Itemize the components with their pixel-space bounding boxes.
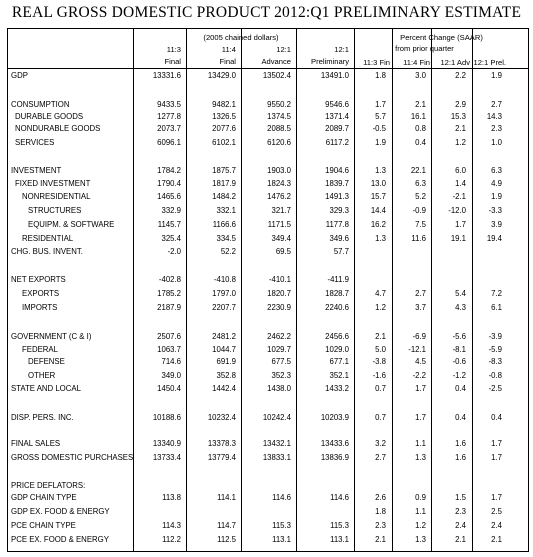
- pct-change-value: 2.7: [375, 453, 386, 462]
- level-value: 329.3: [329, 206, 349, 215]
- pct-change-value: -3.3: [488, 206, 502, 215]
- pct-change-value: 4.9: [491, 179, 502, 188]
- level-value: 113.1: [330, 535, 349, 544]
- pct-change-value: -3.8: [372, 357, 386, 366]
- level-value: 1903.0: [267, 166, 291, 175]
- level-value: 1044.7: [212, 345, 236, 354]
- level-value: -410.8: [213, 275, 236, 284]
- level-value: 332.1: [216, 206, 236, 215]
- level-value: 1029.0: [325, 345, 349, 354]
- level-value: 13491.0: [320, 71, 349, 80]
- level-value: 691.9: [216, 357, 236, 366]
- level-value: 1797.0: [212, 289, 236, 298]
- row-label-fixed-investment: FIXED INVESTMENT: [15, 179, 91, 188]
- pct-change-value: 5.2: [415, 192, 426, 201]
- row-label-residential: RESIDENTIAL: [22, 234, 74, 243]
- level-value: -2.0: [167, 247, 181, 256]
- level-value: 1177.8: [325, 220, 349, 229]
- level-value: 2507.6: [157, 332, 181, 341]
- row-label-federal: FEDERAL: [22, 345, 58, 354]
- pct-change-value: -1.6: [372, 371, 386, 380]
- pct-change-value: 0.4: [455, 384, 466, 393]
- pct-change-value: 6.0: [455, 166, 466, 175]
- pct-change-value: 0.8: [415, 124, 426, 133]
- level-value: -402.8: [158, 275, 181, 284]
- pct-change-value: -12.1: [408, 345, 426, 354]
- level-value: 1145.7: [157, 220, 181, 229]
- pct-change-value: 2.4: [455, 521, 466, 530]
- pct-change-value: 2.1: [455, 124, 466, 133]
- pct-change-value: -8.1: [452, 345, 466, 354]
- pct-change-value: 1.1: [415, 507, 426, 516]
- pct-change-value: 11.6: [411, 234, 426, 243]
- row-label-chg-bus-invent: CHG. BUS. INVENT.: [11, 247, 83, 256]
- level-col-header-bottom: Preliminary: [311, 57, 349, 66]
- level-value: 1785.2: [157, 289, 181, 298]
- level-value: 352.1: [329, 371, 349, 380]
- pct-change-value: 15.3: [450, 112, 466, 121]
- pct-change-value: 2.1: [375, 332, 386, 341]
- pct-change-value: 1.5: [455, 493, 466, 502]
- pct-change-value: 7.5: [415, 220, 426, 229]
- level-col-header-top: 12:1: [276, 45, 291, 54]
- pct-change-value: 5.0: [375, 345, 386, 354]
- level-value: 1839.7: [325, 179, 349, 188]
- level-value: 1484.2: [212, 192, 236, 201]
- pct-change-value: 7.2: [491, 289, 502, 298]
- pct-change-value: 1.9: [491, 192, 502, 201]
- level-value: 13433.6: [320, 439, 349, 448]
- level-value: 10242.4: [262, 413, 291, 422]
- level-value: 6117.2: [325, 138, 349, 147]
- pct-change-value: 0.7: [375, 384, 386, 393]
- pct-change-value: 1.7: [375, 100, 386, 109]
- pct-change-value: 1.3: [375, 234, 386, 243]
- level-col-header-top: 11:3: [166, 45, 181, 54]
- level-value: 349.0: [161, 371, 181, 380]
- pct-change-value: 0.4: [455, 413, 466, 422]
- level-value: 13502.4: [262, 71, 291, 80]
- pct-change-value: 5.7: [375, 112, 386, 121]
- level-value: -410.1: [268, 275, 291, 284]
- level-value: 2187.9: [157, 303, 181, 312]
- pct-col-header: 12:1 Adv: [440, 58, 470, 67]
- level-value: 112.5: [217, 535, 236, 544]
- pct-change-value: 1.3: [375, 166, 386, 175]
- level-value: 332.9: [161, 206, 181, 215]
- pct-change-value: 1.8: [375, 71, 386, 80]
- level-value: 1491.3: [325, 192, 349, 201]
- row-label-disp-pers-inc: DISP. PERS. INC.: [11, 413, 74, 422]
- level-value: 2462.2: [267, 332, 291, 341]
- level-value: 2481.2: [212, 332, 236, 341]
- pct-change-value: 2.1: [415, 100, 426, 109]
- level-value: 9546.6: [325, 100, 349, 109]
- pct-col-header: 11:4 Fin: [403, 58, 430, 67]
- level-value: 714.6: [161, 357, 181, 366]
- level-value: 1371.4: [325, 112, 349, 121]
- pct-change-value: 1.1: [415, 439, 426, 448]
- row-label-pce-ex-food-energy: PCE EX. FOOD & ENERGY: [11, 535, 109, 544]
- pct-change-value: 1.9: [491, 71, 502, 80]
- level-value: 13331.6: [152, 71, 181, 80]
- level-value: 1029.7: [267, 345, 291, 354]
- pct-change-value: 1.7: [455, 220, 466, 229]
- pct-change-value: 2.3: [491, 124, 502, 133]
- header-rule: [7, 68, 529, 69]
- level-value: 1465.6: [157, 192, 181, 201]
- level-value: 2456.6: [325, 332, 349, 341]
- pct-change-value: 1.2: [415, 521, 426, 530]
- row-label-gdp: GDP: [11, 71, 28, 80]
- row-label-other: OTHER: [28, 371, 56, 380]
- pct-change-value: 1.2: [375, 303, 386, 312]
- level-value: 349.6: [329, 234, 349, 243]
- pct-change-value: 13.0: [370, 179, 386, 188]
- level-value: 9550.2: [267, 100, 291, 109]
- report-title: REAL GROSS DOMESTIC PRODUCT 2012:Q1 PRELIMINARY ESTIMATE: [11, 4, 522, 21]
- level-value: 114.6: [330, 493, 349, 502]
- level-value: 114.6: [272, 493, 291, 502]
- level-value: 1277.8: [157, 112, 181, 121]
- row-label-net-exports: NET EXPORTS: [11, 275, 66, 284]
- pct-change-value: 6.1: [491, 303, 502, 312]
- level-value: 1438.0: [267, 384, 291, 393]
- pct-change-value: 2.9: [455, 100, 466, 109]
- pct-change-value: 22.1: [410, 166, 426, 175]
- row-label-durable-goods: DURABLE GOODS: [15, 112, 84, 121]
- pct-change-value: 3.7: [415, 303, 426, 312]
- pct-change-value: -5.6: [452, 332, 466, 341]
- pct-change-value: 2.3: [455, 507, 466, 516]
- level-value: 9482.1: [212, 100, 236, 109]
- pct-header-title: Percent Change (SAAR): [400, 33, 483, 42]
- pct-change-value: 2.3: [375, 521, 386, 530]
- level-value: 13833.1: [262, 453, 291, 462]
- level-value: -411.9: [327, 275, 349, 284]
- pct-change-value: 1.9: [375, 138, 386, 147]
- level-value: 10232.4: [207, 413, 236, 422]
- level-value: 13340.9: [152, 439, 181, 448]
- pct-change-value: 19.4: [486, 234, 502, 243]
- pct-change-value: 1.0: [491, 138, 502, 147]
- level-value: 69.5: [275, 247, 291, 256]
- level-value: 1904.6: [325, 166, 349, 175]
- level-value: 57.7: [333, 247, 349, 256]
- level-value: 1476.2: [267, 192, 291, 201]
- level-value: 115.3: [272, 521, 291, 530]
- pct-change-value: 4.5: [415, 357, 426, 366]
- level-col-header-bottom: Advance: [261, 57, 291, 66]
- pct-change-value: 2.5: [491, 507, 502, 516]
- level-value: 6120.6: [267, 138, 291, 147]
- row-label-nonresidential: NONRESIDENTIAL: [22, 192, 91, 201]
- pct-change-value: -2.2: [412, 371, 426, 380]
- level-value: 114.3: [162, 521, 181, 530]
- pct-change-value: 1.3: [415, 453, 426, 462]
- level-value: 1442.4: [212, 384, 236, 393]
- level-value: 677.1: [329, 357, 349, 366]
- pct-change-value: 19.1: [450, 234, 466, 243]
- level-value: 9433.5: [157, 100, 181, 109]
- level-value: 1817.9: [212, 179, 236, 188]
- level-value: 2088.5: [267, 124, 291, 133]
- pct-change-value: 1.7: [491, 453, 502, 462]
- row-label-defense: DEFENSE: [28, 357, 65, 366]
- level-value: 349.4: [271, 234, 291, 243]
- level-value: 114.7: [217, 521, 236, 530]
- row-label-services: SERVICES: [15, 138, 55, 147]
- row-label-equipm-software: EQUIPM. & SOFTWARE: [28, 220, 115, 229]
- level-value: 2207.7: [212, 303, 236, 312]
- row-label-structures: STRUCTURES: [28, 206, 82, 215]
- pct-change-value: 3.9: [491, 220, 502, 229]
- level-value: 10203.9: [320, 413, 349, 422]
- row-label-consumption: CONSUMPTION: [11, 100, 70, 109]
- pct-change-value: 1.7: [415, 413, 426, 422]
- level-value: 1828.7: [325, 289, 349, 298]
- level-value: 1374.5: [267, 112, 291, 121]
- level-col-header-top: 11:4: [221, 45, 236, 54]
- pct-change-value: 1.6: [455, 439, 466, 448]
- level-value: 13779.4: [207, 453, 236, 462]
- level-value: 1820.7: [267, 289, 291, 298]
- row-label-government-c-i: GOVERNMENT (C & I): [11, 332, 92, 341]
- level-value: 13733.4: [152, 453, 181, 462]
- level-value: 112.2: [162, 535, 181, 544]
- pct-change-value: 2.1: [491, 535, 502, 544]
- level-value: 1063.7: [157, 345, 181, 354]
- row-label-gdp-chain-type: GDP CHAIN TYPE: [11, 493, 77, 502]
- pct-change-value: 14.3: [486, 112, 502, 121]
- pct-col-header: 12:1 Prel.: [473, 58, 506, 67]
- pct-change-value: 2.1: [455, 535, 466, 544]
- pct-change-value: 1.7: [415, 384, 426, 393]
- row-label-gdp-ex-food-energy: GDP EX. FOOD & ENERGY: [11, 507, 110, 516]
- pct-change-value: 16.1: [410, 112, 426, 121]
- pct-change-value: 16.2: [370, 220, 386, 229]
- pct-change-value: -1.2: [452, 371, 466, 380]
- level-value: 1166.6: [212, 220, 236, 229]
- pct-change-value: 1.7: [491, 439, 502, 448]
- level-value: 1790.4: [157, 179, 181, 188]
- level-value: 334.5: [216, 234, 236, 243]
- pct-change-value: 3.0: [415, 71, 426, 80]
- pct-change-value: 2.7: [491, 100, 502, 109]
- level-value: 1784.2: [157, 166, 181, 175]
- pct-change-value: -0.6: [452, 357, 466, 366]
- pct-change-value: -5.9: [488, 345, 502, 354]
- level-value: 321.7: [271, 206, 291, 215]
- pct-change-value: -12.0: [448, 206, 466, 215]
- level-value: 13378.3: [207, 439, 236, 448]
- pct-change-value: 3.2: [375, 439, 386, 448]
- row-label-pce-chain-type: PCE CHAIN TYPE: [11, 521, 76, 530]
- pct-change-value: 5.4: [455, 289, 466, 298]
- row-label-price-deflators: PRICE DEFLATORS:: [11, 481, 86, 490]
- level-value: 13432.1: [262, 439, 291, 448]
- level-value: 115.3: [330, 521, 349, 530]
- level-col-header-top: 12:1: [334, 45, 349, 54]
- pct-col-header: 11:3 Fin: [363, 58, 390, 67]
- pct-change-value: -0.9: [412, 206, 426, 215]
- level-value: 6096.1: [157, 138, 181, 147]
- pct-change-value: 2.7: [415, 289, 426, 298]
- pct-change-value: 4.7: [375, 289, 386, 298]
- pct-change-value: 2.1: [375, 535, 386, 544]
- level-value: 2073.7: [157, 124, 181, 133]
- level-value: 13836.9: [320, 453, 349, 462]
- pct-change-value: -0.8: [488, 371, 502, 380]
- row-label-exports: EXPORTS: [22, 289, 60, 298]
- level-value: 2089.7: [325, 124, 349, 133]
- level-value: 13429.0: [207, 71, 236, 80]
- pct-change-value: 1.6: [455, 453, 466, 462]
- row-label-investment: INVESTMENT: [11, 166, 62, 175]
- pct-change-value: 0.9: [415, 493, 426, 502]
- level-value: 1824.3: [267, 179, 291, 188]
- level-value: 1875.7: [212, 166, 236, 175]
- row-label-final-sales: FINAL SALES: [11, 439, 61, 448]
- level-value: 1433.2: [325, 384, 349, 393]
- level-value: 114.1: [217, 493, 236, 502]
- level-value: 352.8: [216, 371, 236, 380]
- row-label-gross-domestic-purchases: GROSS DOMESTIC PURCHASES: [11, 453, 134, 462]
- level-col-header-bottom: Final: [164, 57, 181, 66]
- pct-change-value: 6.3: [415, 179, 426, 188]
- pct-change-value: 1.7: [491, 493, 502, 502]
- level-value: 1326.5: [212, 112, 236, 121]
- level-value: 113.1: [272, 535, 291, 544]
- level-value: 2240.6: [325, 303, 349, 312]
- pct-change-value: -2.1: [452, 192, 466, 201]
- row-label-state-and-local: STATE AND LOCAL: [11, 384, 81, 393]
- level-value: 1171.5: [267, 220, 291, 229]
- pct-change-value: 6.3: [491, 166, 502, 175]
- pct-change-value: 2.6: [375, 493, 386, 502]
- level-value: 113.8: [162, 493, 181, 502]
- units-header: (2005 chained dollars): [203, 33, 279, 42]
- pct-change-value: -2.5: [488, 384, 502, 393]
- pct-change-value: 1.3: [415, 535, 426, 544]
- pct-change-value: 2.4: [491, 521, 502, 530]
- column-divider: [296, 28, 297, 552]
- pct-change-value: 1.2: [455, 138, 466, 147]
- pct-change-value: 1.4: [455, 179, 466, 188]
- level-value: 352.3: [271, 371, 291, 380]
- level-value: 325.4: [161, 234, 181, 243]
- level-value: 10188.6: [152, 413, 181, 422]
- pct-change-value: -8.3: [488, 357, 502, 366]
- pct-change-value: 2.2: [455, 71, 466, 80]
- pct-change-value: 0.4: [491, 413, 502, 422]
- pct-change-value: 4.3: [455, 303, 466, 312]
- level-value: 52.2: [220, 247, 236, 256]
- level-value: 677.5: [271, 357, 291, 366]
- level-value: 2230.9: [267, 303, 291, 312]
- pct-change-value: -6.9: [412, 332, 426, 341]
- pct-change-value: 0.7: [375, 413, 386, 422]
- pct-change-value: 0.4: [415, 138, 426, 147]
- row-label-imports: IMPORTS: [22, 303, 58, 312]
- pct-change-value: -3.9: [488, 332, 502, 341]
- pct-change-value: 15.7: [370, 192, 386, 201]
- level-value: 2077.6: [212, 124, 236, 133]
- row-label-nondurable-goods: NONDURABLE GOODS: [15, 124, 101, 133]
- level-value: 1450.4: [157, 384, 181, 393]
- level-value: 6102.1: [212, 138, 236, 147]
- pct-change-value: -0.5: [372, 124, 386, 133]
- pct-header-subtitle: from prior quarter: [395, 44, 454, 53]
- pct-change-value: 14.4: [370, 206, 386, 215]
- pct-change-value: 1.8: [375, 507, 386, 516]
- level-col-header-bottom: Final: [219, 57, 236, 66]
